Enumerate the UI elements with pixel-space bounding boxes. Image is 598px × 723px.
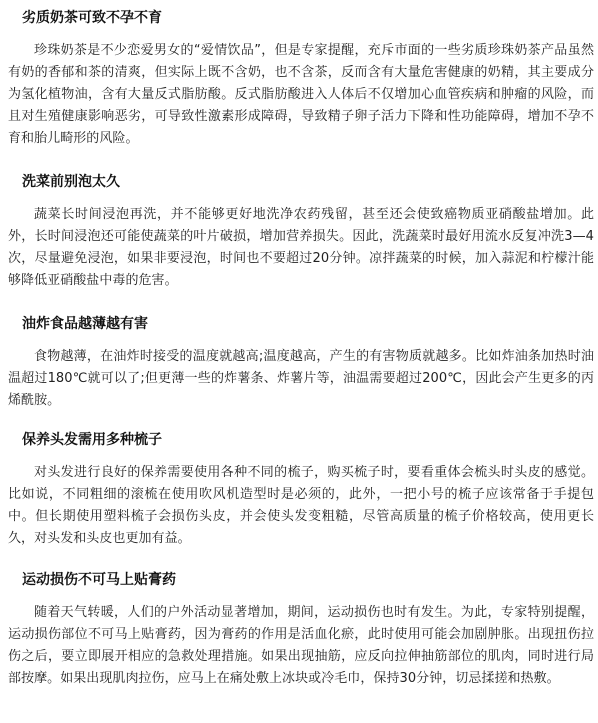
section-body: 对头发进行良好的保养需要使用各种不同的梳子，购买梳子时，要看重体会梳头时头皮的感觉。比如说，不同粗细的滚梳在使用吹风机造型时是必须的，此外，一把小号的梳子应该常备于手提包中。但长期使用塑料梳子会损伤头皮，并会使头发变粗糙，尽管高质量的梳子价格较高，使用更长久，对头发和头皮也更加有益。 [8, 465, 594, 546]
section-title: 运动损伤不可马上贴膏药 [22, 572, 176, 588]
section-title: 劣质奶茶可致不孕不育 [22, 10, 162, 26]
section-title: 保养头发需用多种梳子 [22, 432, 162, 448]
section-title: 油炸食品越薄越有害 [22, 316, 148, 332]
section-5 [0, 570, 598, 690]
section-body: 珍珠奶茶是不少恋爱男女的“爱情饮品”，但是专家提醒，充斥市面的一些劣质珍珠奶茶产品虽然有奶的香郁和茶的清爽，但实际上既不含奶，也不含茶，反而含有大量危害健康的奶精，其主要成分为氢化植物油，含有大量反式脂肪酸。反式脂肪酸进入人体后不仅增加心血管疾病和肿瘤的风险，而且对生殖健康影响恶劣，可导致性激素形成障碍，导致精子卵子活力下降和性功能障碍，增加不孕不育和胎儿畸形的风险。 [8, 43, 594, 146]
section-2 [0, 172, 598, 292]
section-body: 随着天气转暖，人们的户外活动显著增加，期间，运动损伤也时有发生。为此，专家特别提醒，运动损伤部位不可马上贴膏药，因为膏药的作用是活血化瘀，此时使用可能会加剧肿胀。出现扭伤拉伤之后，要立即展开相应的急救处理措施。如果出现抽筋，应反向拉伸抽筋部位的肌肉，同时进行局部按摩。如果出现肌肉拉伤，应马上在痛处敷上冰块或冷毛巾，保持30分钟，切忌揉搓和热敷。 [8, 605, 594, 686]
section-title: 洗菜前别泡太久 [22, 174, 120, 190]
section-1 [0, 8, 598, 150]
section-3 [0, 314, 598, 412]
section-4 [0, 430, 598, 550]
section-body: 蔬菜长时间浸泡再洗，并不能够更好地洗净农药残留，甚至还会使致癌物质亚硝酸盐增加。此外，长时间浸泡还可能使蔬菜的叶片破损，增加营养损失。因此，洗蔬菜时最好用流水反复冲洗3—4次，尽量避免浸泡，如果非要浸泡，时间也不要超过20分钟。凉拌蔬菜的时候，加入蒜泥和柠檬汁能够降低亚硝酸盐中毒的危害。 [8, 207, 594, 288]
section-body: 食物越薄，在油炸时接受的温度就越高;温度越高，产生的有害物质就越多。比如炸油条加热时油温超过180℃就可以了;但更薄一些的炸薯条、炸薯片等，油温需要超过200℃，因此会产生更多的丙烯酰胺。 [8, 349, 594, 408]
